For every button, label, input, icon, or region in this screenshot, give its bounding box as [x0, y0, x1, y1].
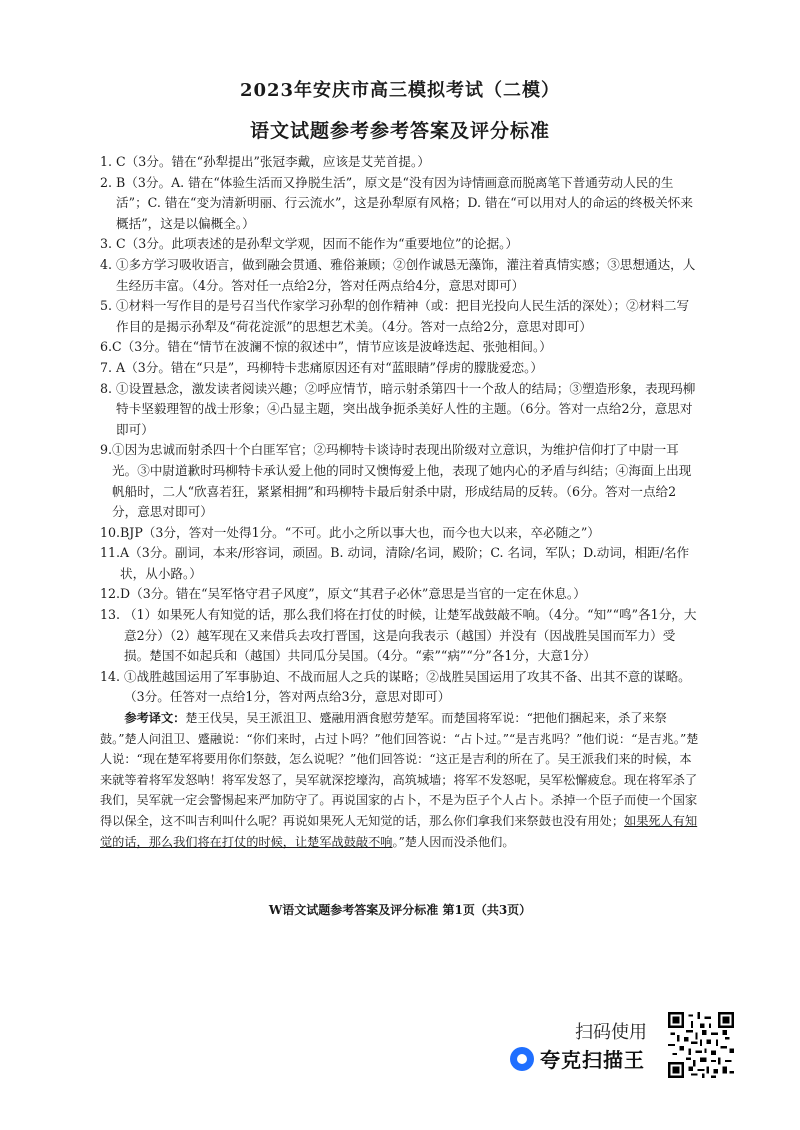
- question-number: 13.: [100, 607, 125, 623]
- answer-item: [100, 543, 700, 584]
- qr-code-icon[interactable]: [668, 1012, 734, 1078]
- page-footer: W语文试题参考答案及评分标准 第1页（共3页）: [268, 903, 532, 917]
- answer-item: [100, 255, 700, 296]
- answer-item: [100, 337, 700, 358]
- answer-text: B（3分。A. 错在“体验生活而又挣脱生活”，原文是“没有因为诗情画意而脱离笔下普通劳动人民的生活”；C. 错在“变为清新明丽、行云流水”，这是孙犁原有风格；D. 错在“可以用对人的命运的终极关怀来概括”，这是以偏概全。）: [116, 174, 693, 231]
- question-number: 10.: [100, 524, 121, 540]
- brand-logo-icon: [510, 1047, 534, 1071]
- answer-item: [100, 605, 700, 667]
- question-number: 14.: [100, 668, 125, 684]
- reference-translation: [100, 708, 700, 852]
- question-number: 9.: [100, 442, 113, 458]
- answer-item: [100, 296, 700, 337]
- translation-text-end: 。”楚人因而没杀他们。: [392, 834, 515, 849]
- question-number: 6.: [100, 339, 113, 355]
- answer-item: [100, 234, 700, 255]
- answer-text: A（3分。副词，本来/形容词，顽固。B. 动词，清除/名词，殿阶；C. 名词，军队；D.动词，相距/名作状，从小路。）: [120, 545, 690, 581]
- answer-text: ①设置悬念，激发读者阅读兴趣；②呼应情节，暗示射杀第四十一个敌人的结局；③塑造形象，表现玛柳特卡坚毅理智的战士形象；④凸显主题，突出战争扼杀美好人性的主题。（6分。答对一点给2分，意思对即可）: [116, 380, 696, 437]
- answer-item: [100, 173, 700, 235]
- question-number: 12.: [100, 586, 121, 602]
- scanner-brand: [510, 1044, 645, 1073]
- answer-item: [100, 667, 700, 708]
- answer-text: ①因为忠诚而射杀四十个白匪军官；②玛柳特卡谈诗时表现出阶级对立意识，为维护信仰打了中尉一耳光。③中尉道歉时玛柳特卡承认爱上他的同时又懊悔爱上他，表现了她内心的矛盾与纠结；④海面上出现帆船时，二人“欣喜若狂，紧紧相拥”和玛柳特卡最后射杀中尉，形成结局的反转。（6分。答对一点给2分，意思对即可）: [112, 442, 692, 520]
- translation-underlined-text: 如果死人有知觉的话，那么我们将在打仗的时候，让楚军战鼓敲不响: [100, 814, 698, 849]
- document-subtitle: 语文试题参考参考答案及评分标准: [249, 120, 550, 142]
- answer-text: D（3分。错在“吴军恪守君子风度”，原文“其君子必休”意思是当官的一定在休息。）: [120, 586, 586, 602]
- question-number: 1.: [100, 154, 117, 169]
- answer-text: C（3分。此项表述的是孙犁文学观，因而不能作为“重要地位”的论据。）: [116, 236, 519, 252]
- question-number: 8.: [100, 380, 117, 396]
- answer-item: [100, 440, 700, 522]
- brand-name: 夸克扫描王: [540, 1048, 645, 1072]
- answer-text: C（3分。错在“孙犁提出”张冠李戴，应该是艾芜首提。）: [116, 154, 430, 169]
- scan-hint-text: 扫码使用: [575, 1022, 647, 1043]
- translation-text: 楚王伐吴，吴王派沮卫、蹙融用酒食慰劳楚军。而楚国将军说：“把他们捆起来，杀了来祭鼓。”楚人问沮卫、蹙融说：“你们来时，占过卜吗？”他们回答说：“占卜过。”“是吉兆吗？”他们说：“是吉兆。”楚人说：“现在楚军将要用你们祭鼓，怎么说呢？”他们回答说：“这正是吉利的所在了。吴王派我们来的时候，本来就等着将军发怒呐！将军发怒了，吴军就深挖壕沟，高筑城墙；将军不发怒呢，吴军松懈疲怠。现在将军杀了我们，吴军就一定会警惕起来严加防守了。再说国家的占卜，不是为臣子个人占卜。杀掉一个臣子而使一个国家得以保全，这不叫吉利叫什么呢？再说如果死人无知觉的话，那么你们拿我们来祭鼓也没有用处；: [100, 711, 699, 828]
- answer-text: （1）如果死人有知觉的话，那么我们将在打仗的时候，让楚军战鼓敲不响。（4分。“知”“鸣”各1分，大意2分）（2）越军现在又来借兵去攻打晋国，这是向我表示（越国）并没有（因战胜吴国而军力）受损。楚国不如起兵和（越国）共同瓜分吴国。（4分。“索”“病”“分”各1分，大意1分）: [124, 607, 697, 664]
- translation-label: 参考译文：: [124, 711, 186, 726]
- question-number: 7.: [100, 359, 117, 375]
- question-number: 4.: [100, 256, 117, 272]
- answer-item: [100, 152, 700, 173]
- question-number: 11.: [100, 545, 121, 561]
- answer-item: [100, 358, 700, 379]
- answer-item: [100, 379, 700, 441]
- answer-text: ①战胜越国运用了军事胁迫、不战而屈人之兵的谋略；②战胜吴国运用了攻其不备、出其不意的谋略。（3分。任答对一点给1分，答对两点给3分，意思对即可）: [124, 668, 691, 705]
- answer-list: [100, 152, 700, 852]
- answer-text: ①材料一写作目的是号召当代作家学习孙犁的创作精神（或：把目光投向人民生活的深处）；②材料二写作目的是揭示孙犁及“荷花淀派”的思想艺术美。（4分。答对一点给2分，意思对即可）: [116, 298, 690, 334]
- answer-item: [100, 584, 700, 605]
- question-number: 5.: [100, 298, 117, 314]
- answer-text: A（3分。错在“只是”，玛柳特卡悲痛原因还有对“蓝眼睛”俘虏的朦胧爱恋。）: [116, 359, 543, 375]
- answer-text: ①多方学习吸收语言，做到融会贯通、雅俗兼顾；②创作诚恳无藻饰，灌注着真情实感；③思想通达，人生经历丰富。（4分。答对任一点给2分，答对任两点给4分，意思对即可）: [116, 256, 696, 293]
- question-number: 2.: [100, 174, 117, 190]
- answer-text: BJP（3分，答对一处得1分。“不可。此小之所以事大也，而今也大以来，卒必随之”）: [120, 524, 600, 540]
- question-number: 3.: [100, 236, 117, 252]
- answer-item: [100, 523, 700, 544]
- exam-title: 2023年安庆市高三模拟考试（二模）: [239, 80, 561, 101]
- answer-text: C（3分。错在“情节在波澜不惊的叙述中”，情节应该是波峰迭起、张弛相间。）: [112, 339, 552, 355]
